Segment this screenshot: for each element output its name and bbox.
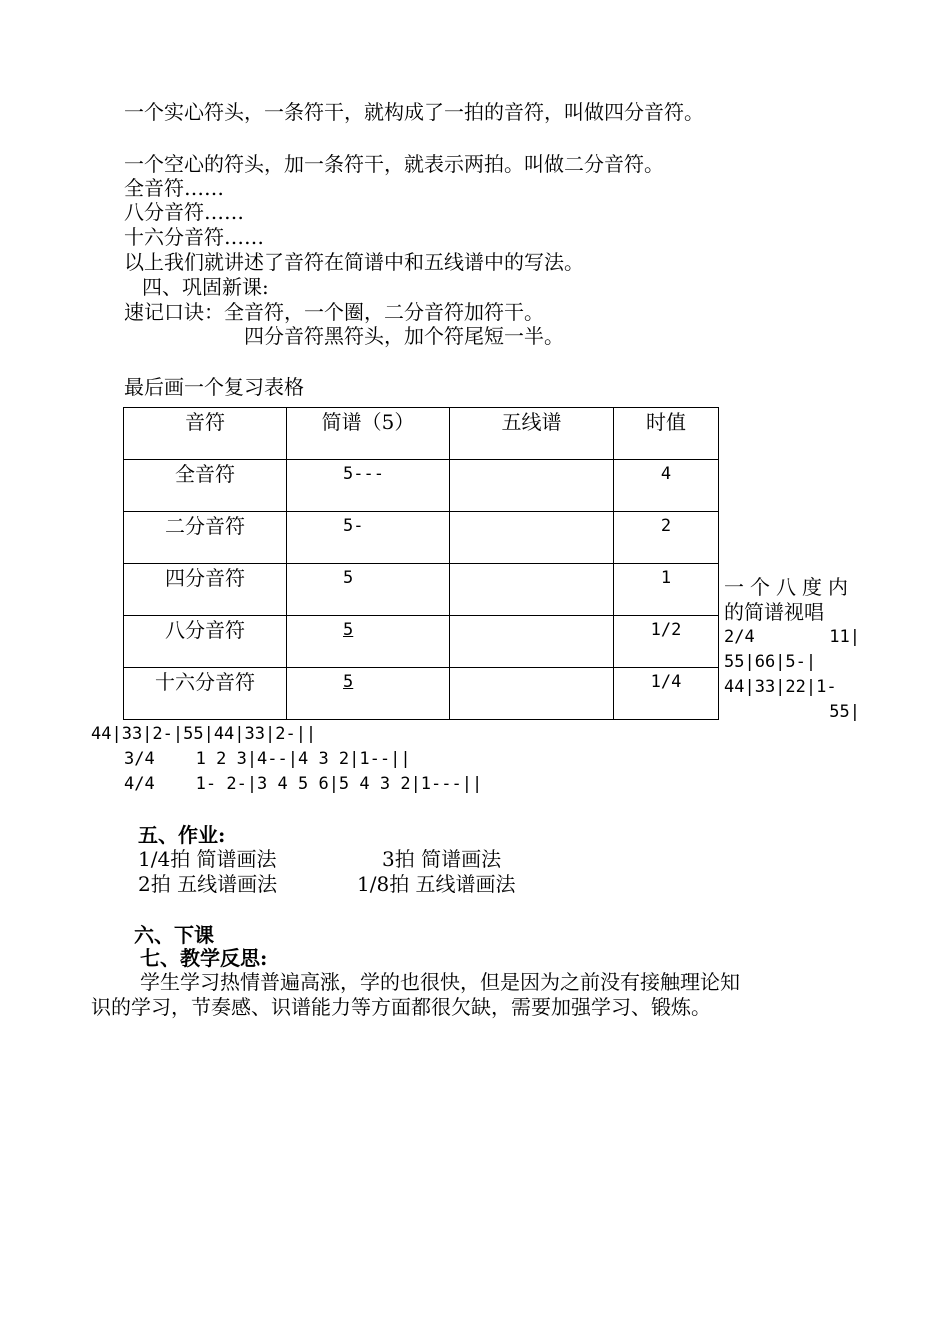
table-caption: 最后画一个复习表格 — [124, 375, 304, 399]
cell-staff — [450, 564, 614, 616]
mnemonic-line1 — [124, 300, 544, 324]
cell-staff — [450, 616, 614, 668]
reflection-line1: 学生学习热情普遍高涨，学的也很快，但是因为之前没有接触理论知 — [140, 970, 740, 994]
section4-heading: 四、巩固新课: — [142, 275, 269, 299]
cell-jianpu: 5 — [287, 564, 450, 616]
homework-item3: 2拍 五线谱画法 — [138, 872, 278, 896]
mnemonic-label: 速记口诀： — [124, 300, 224, 324]
header-staff: 五线谱 — [450, 408, 614, 460]
homework-item4: 1/8拍 五线谱画法 — [357, 872, 516, 896]
header-value: 时值 — [614, 408, 719, 460]
side-line3 — [724, 625, 860, 650]
cell-staff — [450, 668, 614, 720]
table-row — [124, 616, 719, 668]
intro-whole-note: 全音符…… — [124, 176, 224, 200]
table-row — [124, 564, 719, 616]
exercise-line1: 44|33|2-|55|44|33|2-|| — [91, 724, 317, 744]
cell-note: 全音符 — [124, 460, 287, 512]
section7-heading: 七、教学反思: — [140, 946, 268, 970]
side-time-sig: 2/4 — [724, 627, 755, 647]
homework-item1: 1/4拍 简谱画法 — [138, 847, 277, 871]
side-title-1 — [724, 575, 860, 600]
header-jianpu: 简谱（5） — [287, 408, 450, 460]
reflection-line2: 识的学习，节奏感、识谱能力等方面都很欠缺，需要加强学习、锻炼。 — [91, 995, 711, 1019]
intro-summary: 以上我们就讲述了音符在简谱中和五线谱中的写法。 — [124, 250, 584, 274]
cell-staff — [450, 512, 614, 564]
side-notes1: 11| — [829, 627, 860, 647]
mnemonic-line2: 四分音符黑符头，加个符尾短一半。 — [244, 324, 564, 348]
section5-heading: 五、作业: — [138, 823, 226, 847]
section6-heading: 六、下课 — [134, 923, 214, 947]
cell-note: 二分音符 — [124, 512, 287, 564]
table-header-row — [124, 408, 719, 460]
mnemonic-text1: 全音符，一个圈，二分音符加符干。 — [224, 300, 544, 324]
cell-note: 十六分音符 — [124, 668, 287, 720]
underlined-note: 5 — [343, 672, 354, 692]
review-table — [123, 407, 719, 720]
cell-note: 四分音符 — [124, 564, 287, 616]
intro-eighth-note: 八分音符…… — [124, 200, 244, 224]
homework-item2: 3拍 简谱画法 — [382, 847, 502, 871]
side-line5: 44|33|22|1- — [724, 677, 837, 697]
intro-sixteenth-note: 十六分音符…… — [124, 225, 264, 249]
side-line1: 一个八度内 — [724, 575, 854, 599]
side-title-2: 的简谱视唱 — [724, 600, 824, 624]
exercise-line3: 4/4 1- 2-|3 4 5 6|5 4 3 2|1---|| — [124, 774, 483, 794]
table-row — [124, 668, 719, 720]
octave-sight-singing — [724, 575, 860, 725]
table-row — [124, 460, 719, 512]
cell-jianpu — [287, 616, 450, 668]
cell-value: 1/4 — [614, 668, 719, 720]
cell-value: 2 — [614, 512, 719, 564]
cell-value: 1/2 — [614, 616, 719, 668]
cell-note: 八分音符 — [124, 616, 287, 668]
cell-jianpu: 5- — [287, 512, 450, 564]
intro-quarter-note: 一个实心符头，一条符干，就构成了一拍的音符，叫做四分音符。 — [124, 100, 704, 124]
cell-value: 4 — [614, 460, 719, 512]
table-row — [124, 512, 719, 564]
underlined-note: 5 — [343, 620, 354, 640]
cell-staff — [450, 460, 614, 512]
cell-jianpu — [287, 668, 450, 720]
side-line4: 55|66|5-| — [724, 652, 817, 672]
cell-value: 1 — [614, 564, 719, 616]
header-note: 音符 — [124, 408, 287, 460]
exercise-line2: 3/4 1 2 3|4--|4 3 2|1--|| — [124, 749, 411, 769]
cell-jianpu: 5--- — [287, 460, 450, 512]
intro-half-note: 一个空心的符头，加一条符干，就表示两拍。叫做二分音符。 — [124, 152, 664, 176]
side-line6: 55| — [829, 702, 860, 722]
